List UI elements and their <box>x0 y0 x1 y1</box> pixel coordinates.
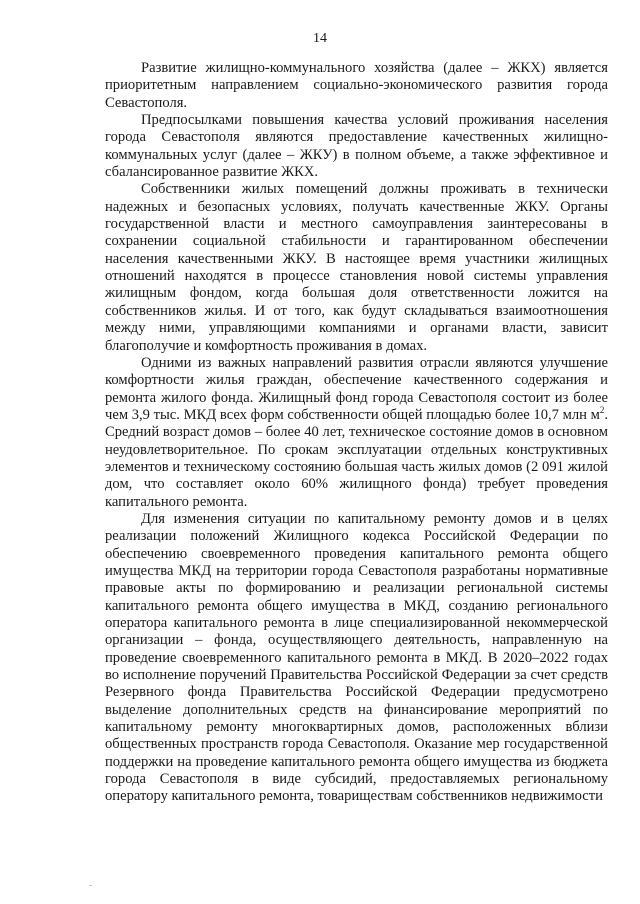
paragraph-quality-prerequisites: Предпосылками повышения качества условий проживания населения города Севастополя являются предоставление качественных жилищно-коммунальных услуг (далее – ЖКУ) в полном объеме, а также эффективное и сбалансированное развитие ЖКХ. <box>105 112 608 181</box>
housing-stock-text-part-2: . Средний возраст домов – более 40 лет, техническое состояние домов в основном неудовлетворительное. По срокам эксплуатации отдельных конструктивных элементов и техническому состоянию большая часть жилых домов (2 091 жилой дом, что составляет около 60% жилищного фонда) требует проведения капитального ремонта. <box>105 406 608 510</box>
scan-artifact <box>89 885 92 886</box>
paragraph-housing-stock <box>105 355 608 511</box>
page-number: 14 <box>313 31 327 46</box>
housing-stock-text-part-1: Одними из важных направлений развития отрасли являются улучшение комфортности жилья граждан, обеспечение качественного содержания и ремонта жилого фонда. Жилищный фонд города Севастополя состоит из более чем 3,9 тыс. МКД всех форм собственности общей площадью более 10,7 млн м <box>105 354 608 423</box>
paragraph-owners-conditions: Собственники жилых помещений должны проживать в технически надежных и безопасных условиях, получать качественные ЖКУ. Органы государственной власти и местного самоуправления заинтересованы в сохранении социальной стабильности и гарантированном обеспечении населения качественными ЖКУ. В настоящее время участники жилищных отношений находятся в процессе становления новой системы управления жилищным фондом, когда большая доля ответственности ложится на собственников жилья. И от того, как будут складываться взаимоотношения между ними, управляющими компаниями и органами власти, зависит благополучие и комфортность проживания в домах. <box>105 181 608 354</box>
document-body <box>105 60 608 806</box>
square-meter-superscript: 2 <box>599 405 605 416</box>
paragraph-capital-repair: Для изменения ситуации по капитальному ремонту домов и в целях реализации положений Жилищного кодекса Российской Федерации по обеспечению своевременного проведения капитального ремонта общего имущества МКД на территории города Севастополя разработаны нормативные правовые акты по формированию и реализации региональной системы капитального ремонта общего имущества в МКД, созданию регионального оператора капитального ремонта в лице специализированной некоммерческой организации – фонда, осуществляющего деятельность, направленную на проведение своевременного капитального ремонта в МКД. В 2020–2022 годах во исполнение поручений Правительства Российской Федерации за счет средств Резервного фонда Правительства Российской Федерации предусмотрено выделение дополнительных средств на финансирование мероприятий по капитальному ремонту многоквартирных домов, расположенных вблизи общественных пространств города Севастополя. Оказание мер государственной поддержки на проведение капитального ремонта общего имущества из бюджета города Севастополя в виде субсидий, предоставляемых региональному оператору капитального ремонта, товариществам собственников недвижимости <box>105 510 608 805</box>
paragraph-zhkh-priority: Развитие жилищно-коммунального хозяйства (далее – ЖКХ) является приоритетным направлением социально-экономического развития города Севастополя. <box>105 60 608 111</box>
